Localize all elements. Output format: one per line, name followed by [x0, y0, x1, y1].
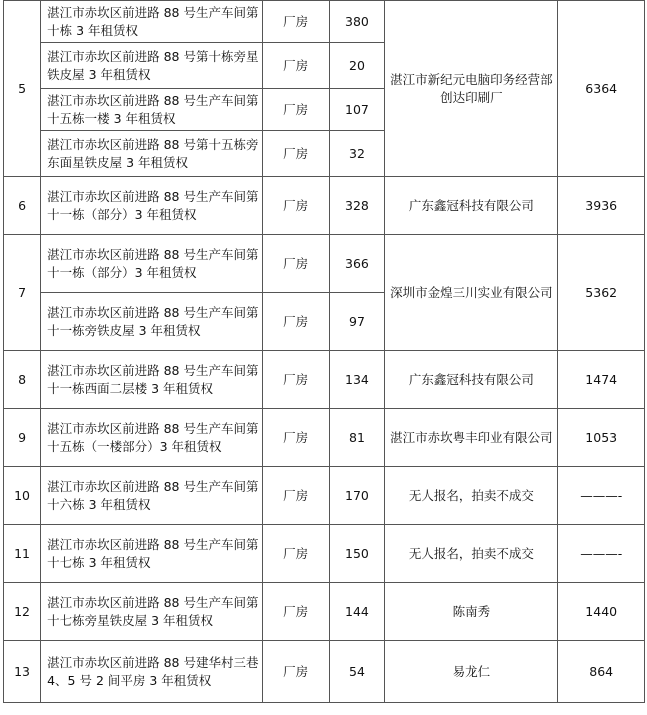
property-name-cell: 湛江市赤坎区前进路 88 号生产车间第十栋 3 年租赁权 [41, 1, 263, 43]
winning-bidder-cell: 深圳市金煌三川实业有限公司 [385, 235, 558, 351]
property-type-cell: 厂房 [262, 409, 329, 467]
property-name-cell: 湛江市赤坎区前进路 88 号生产车间第十一栋（部分）3 年租赁权 [41, 177, 263, 235]
table-row [4, 409, 645, 467]
winning-bidder-cell: 陈南秀 [385, 583, 558, 641]
price-cell: 6364 [558, 1, 645, 177]
area-cell: 366 [329, 235, 385, 293]
property-type-cell: 厂房 [262, 177, 329, 235]
price-cell: 864 [558, 641, 645, 703]
property-type-cell: 厂房 [262, 351, 329, 409]
winning-bidder-cell: 广东鑫冠科技有限公司 [385, 177, 558, 235]
property-name-cell: 湛江市赤坎区前进路 88 号生产车间第十一栋旁铁皮屋 3 年租赁权 [41, 293, 263, 351]
price-cell: ———- [558, 467, 645, 525]
lot-number-cell: 9 [4, 409, 41, 467]
property-name-cell: 湛江市赤坎区前进路 88 号生产车间第十五栋（一楼部分）3 年租赁权 [41, 409, 263, 467]
table-row [4, 1, 645, 43]
table-row [4, 235, 645, 293]
lot-number-cell: 10 [4, 467, 41, 525]
lot-number-cell: 5 [4, 1, 41, 177]
property-name-cell: 湛江市赤坎区前进路 88 号第十栋旁星铁皮屋 3 年租赁权 [41, 43, 263, 89]
winning-bidder-cell: 湛江市新纪元电脑印务经营部创达印刷厂 [385, 1, 558, 177]
area-cell: 170 [329, 467, 385, 525]
property-type-cell: 厂房 [262, 641, 329, 703]
lot-number-cell: 12 [4, 583, 41, 641]
area-cell: 20 [329, 43, 385, 89]
price-cell: 1053 [558, 409, 645, 467]
area-cell: 54 [329, 641, 385, 703]
winning-bidder-cell: 无人报名，拍卖不成交 [385, 467, 558, 525]
property-name-cell: 湛江市赤坎区前进路 88 号生产车间第十七栋旁星铁皮屋 3 年租赁权 [41, 583, 263, 641]
area-cell: 81 [329, 409, 385, 467]
table-row [4, 467, 645, 525]
price-cell: 3936 [558, 177, 645, 235]
property-name-cell: 湛江市赤坎区前进路 88 号生产车间第十一栋西面二层楼 3 年租赁权 [41, 351, 263, 409]
area-cell: 380 [329, 1, 385, 43]
property-type-cell: 厂房 [262, 235, 329, 293]
auction-results-table [3, 0, 645, 703]
property-type-cell: 厂房 [262, 525, 329, 583]
price-cell: 1440 [558, 583, 645, 641]
property-type-cell: 厂房 [262, 43, 329, 89]
property-type-cell: 厂房 [262, 89, 329, 131]
lot-number-cell: 13 [4, 641, 41, 703]
area-cell: 32 [329, 131, 385, 177]
property-name-cell: 湛江市赤坎区前进路 88 号生产车间第十一栋（部分）3 年租赁权 [41, 235, 263, 293]
winning-bidder-cell: 广东鑫冠科技有限公司 [385, 351, 558, 409]
table-row [4, 641, 645, 703]
table-body [4, 1, 645, 703]
area-cell: 134 [329, 351, 385, 409]
winning-bidder-cell: 湛江市赤坎粤丰印业有限公司 [385, 409, 558, 467]
table-row [4, 177, 645, 235]
area-cell: 144 [329, 583, 385, 641]
property-type-cell: 厂房 [262, 1, 329, 43]
price-cell: 5362 [558, 235, 645, 351]
table-row [4, 351, 645, 409]
property-name-cell: 湛江市赤坎区前进路 88 号生产车间第十七栋 3 年租赁权 [41, 525, 263, 583]
lot-number-cell: 8 [4, 351, 41, 409]
property-type-cell: 厂房 [262, 293, 329, 351]
area-cell: 328 [329, 177, 385, 235]
property-name-cell: 湛江市赤坎区前进路 88 号第十五栋旁东面星铁皮屋 3 年租赁权 [41, 131, 263, 177]
price-cell: 1474 [558, 351, 645, 409]
area-cell: 97 [329, 293, 385, 351]
table-row [4, 583, 645, 641]
property-type-cell: 厂房 [262, 467, 329, 525]
property-type-cell: 厂房 [262, 131, 329, 177]
price-cell: ———- [558, 525, 645, 583]
area-cell: 107 [329, 89, 385, 131]
property-name-cell: 湛江市赤坎区前进路 88 号生产车间第十五栋一楼 3 年租赁权 [41, 89, 263, 131]
table-row [4, 525, 645, 583]
lot-number-cell: 7 [4, 235, 41, 351]
property-name-cell: 湛江市赤坎区前进路 88 号生产车间第十六栋 3 年租赁权 [41, 467, 263, 525]
winning-bidder-cell: 无人报名，拍卖不成交 [385, 525, 558, 583]
lot-number-cell: 6 [4, 177, 41, 235]
lot-number-cell: 11 [4, 525, 41, 583]
area-cell: 150 [329, 525, 385, 583]
winning-bidder-cell: 易龙仁 [385, 641, 558, 703]
property-name-cell: 湛江市赤坎区前进路 88 号建华村三巷 4、5 号 2 间平房 3 年租赁权 [41, 641, 263, 703]
property-type-cell: 厂房 [262, 583, 329, 641]
